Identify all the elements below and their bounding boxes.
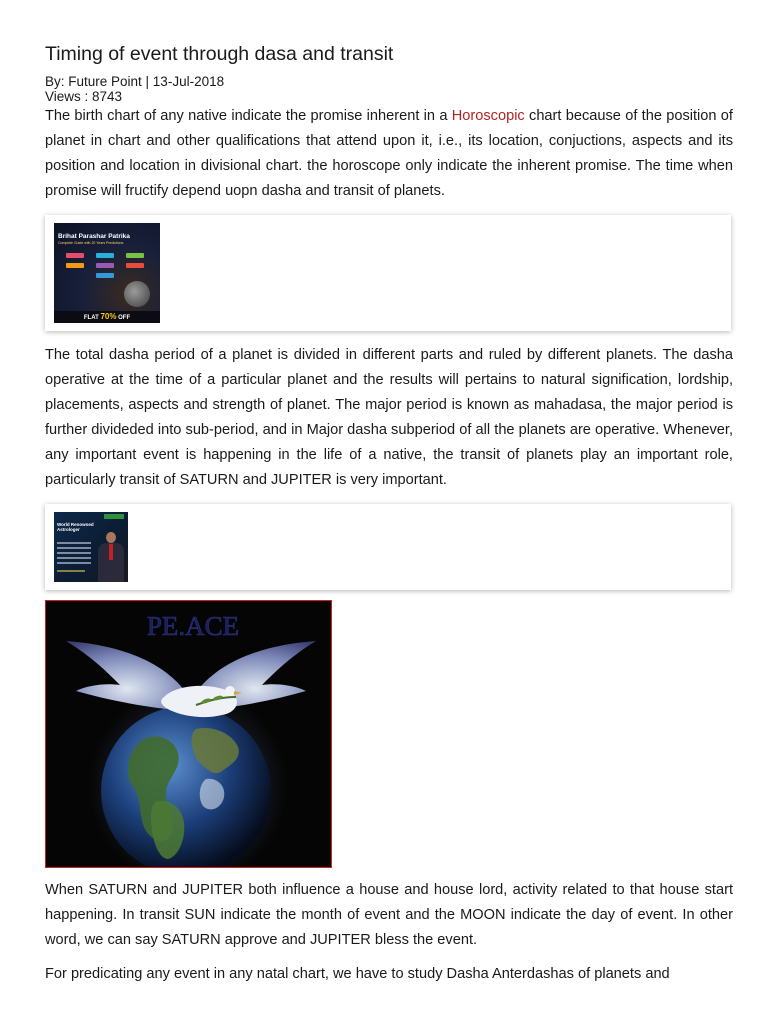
ad-text-line bbox=[57, 542, 91, 544]
patrika-ad-title: Brihat Parashar Patrika bbox=[58, 233, 130, 240]
article-title: Timing of event through dasa and transit bbox=[45, 43, 394, 65]
patrika-ad-subtitle: Complete Guide with 20 Years Predictions bbox=[58, 241, 124, 245]
paragraph-intro-end: chart because of the position of planet in chart and other qualifications that attend upon it, i.e., its location, conjuctions, aspects and its position and location in divisional chart. the horoscope only indicate the inherent promise. The time when promise will fructify depend uopn dasha and transit of planets. bbox=[45, 108, 733, 199]
ad-chip bbox=[126, 263, 144, 268]
badge-icon bbox=[104, 514, 124, 519]
ad-chip bbox=[96, 273, 114, 278]
astrologer-ad-banner[interactable] bbox=[54, 512, 128, 582]
paragraph-dasha: The total dasha period of a planet is divided in different parts and ruled by different planets. The dasha operative at the time of a particular planet and the results will pertains to natural signification, lordship, placements, aspects and strength of planet. The major period is known as mahadasa, the major period is further divideded into sub-period, and in Major dasha subperiod of all the planets are operative. Whenever, any important event is happening in the life of a native, the transit of planets play an important role, particularly transit of SATURN and JUPITER is very important. bbox=[45, 347, 733, 488]
ad-chip bbox=[126, 253, 144, 258]
peace-dove-earth-svg bbox=[46, 601, 331, 867]
ad-text-line bbox=[57, 557, 91, 559]
ad-container-patrika bbox=[45, 215, 731, 331]
ad-container-astrologer bbox=[45, 504, 731, 590]
article bbox=[45, 42, 733, 987]
ad-chip bbox=[66, 263, 84, 268]
peace-dove-earth-image bbox=[45, 600, 332, 868]
ad-chip bbox=[66, 253, 84, 258]
ad-chip bbox=[96, 263, 114, 268]
article-byline: By: Future Point | 13-Jul-2018 bbox=[45, 74, 225, 89]
paragraph-intro bbox=[45, 104, 733, 204]
ad-text-line bbox=[57, 570, 85, 572]
moon-icon bbox=[124, 281, 150, 307]
ad-text-line bbox=[57, 562, 91, 564]
patrika-ad-banner[interactable] bbox=[54, 223, 160, 323]
horoscopic-link[interactable]: Horoscopic bbox=[451, 108, 525, 124]
astrologer-portrait bbox=[98, 532, 124, 582]
ad-text-line bbox=[57, 552, 91, 554]
paragraph-intro-start: The birth chart of any native indicate the promise inherent in a bbox=[45, 108, 452, 124]
paragraph-prediction: For predicating any event in any natal chart, we have to study Dasha Anterdashas of planets and bbox=[45, 966, 670, 982]
astrologer-ad-title: World Renowned Astrologer bbox=[57, 522, 94, 532]
patrika-ad-offer: FLAT 70% OFF bbox=[54, 311, 160, 323]
paragraph-transit: When SATURN and JUPITER both influence a house and house lord, activity related to that house start happening. In transit SUN indicate the month of event and the MOON indicate the day of event. In other word, we can say SATURN approve and JUPITER bless the event. bbox=[45, 882, 733, 948]
ad-text-line bbox=[57, 547, 91, 549]
article-views: Views : 8743 bbox=[45, 89, 123, 104]
peace-caption-text: PE.ACE bbox=[146, 611, 240, 641]
dove-head bbox=[225, 686, 235, 696]
ad-chip bbox=[96, 253, 114, 258]
